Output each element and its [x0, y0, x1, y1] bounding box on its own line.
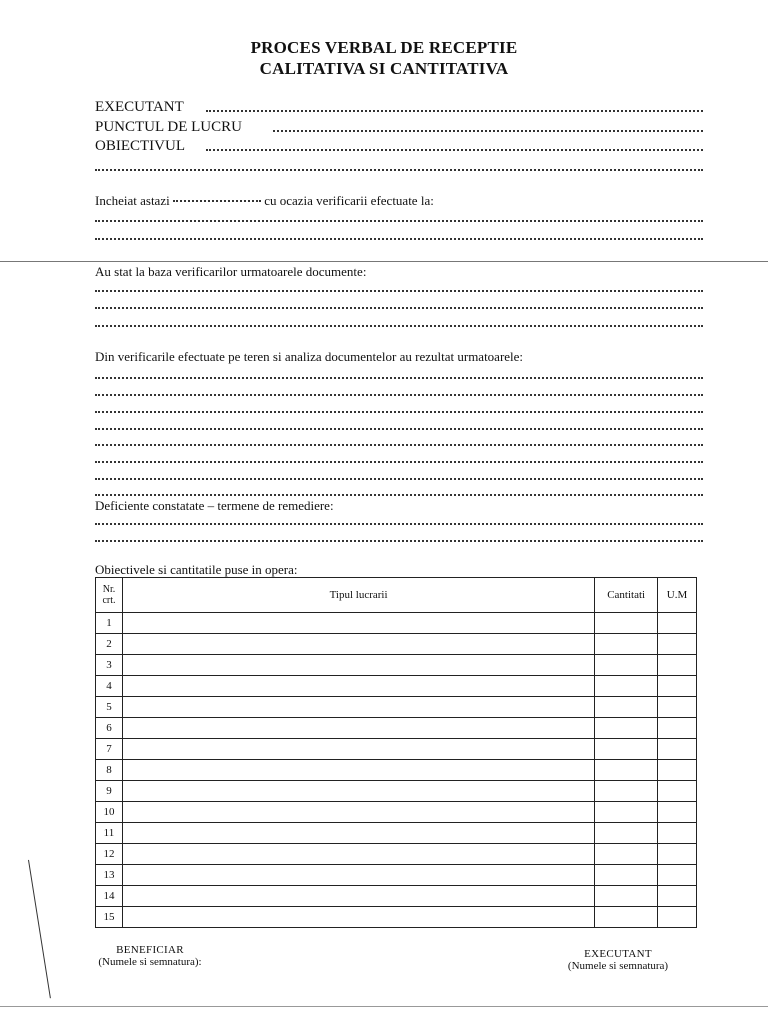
header-nr-crt: Nr. crt.: [96, 578, 123, 613]
rezultat-heading-text: Din verificarile efectuate pe teren si analiza documentelor au rezultat urmatoarele:: [95, 349, 524, 364]
executant-signature: [548, 948, 688, 972]
row-cantitati: [595, 823, 658, 844]
documente-heading-text: Au stat la baza verificarilor urmatoarele documente:: [95, 264, 367, 279]
row-tipul-lucrarii: [122, 634, 594, 655]
table-row: [96, 697, 697, 718]
row-um: [658, 886, 697, 907]
rezultat-dotted-line-3: [95, 411, 703, 413]
row-tipul-lucrarii: [122, 739, 594, 760]
documente-dotted-line-3: [95, 325, 703, 327]
row-cantitati: [595, 739, 658, 760]
obiectivul-label: OBIECTIVUL: [95, 138, 185, 154]
documente-dotted-line-2: [95, 307, 703, 309]
rezultat-heading: [95, 347, 703, 367]
row-tipul-lucrarii: [122, 697, 594, 718]
row-cantitati: [595, 844, 658, 865]
row-number: 7: [96, 739, 123, 760]
deficiente-dotted-line-2: [95, 540, 703, 542]
deficiente-dotted-line-1: [95, 523, 703, 525]
row-um: [658, 718, 697, 739]
table-header-row: [96, 578, 697, 613]
punctul-de-lucru-dotted-line: [273, 130, 703, 132]
row-number: 9: [96, 781, 123, 802]
row-tipul-lucrarii: [122, 844, 594, 865]
row-tipul-lucrarii: [122, 760, 594, 781]
row-tipul-lucrarii: [122, 718, 594, 739]
row-number: 1: [96, 613, 123, 634]
row-um: [658, 739, 697, 760]
obiectivul-dotted-line-2: [95, 169, 703, 171]
row-number: 5: [96, 697, 123, 718]
row-um: [658, 634, 697, 655]
row-um: [658, 823, 697, 844]
rezultat-dotted-line-1: [95, 377, 703, 379]
row-number: 11: [96, 823, 123, 844]
row-number: 4: [96, 676, 123, 697]
row-number: 3: [96, 655, 123, 676]
incheiat-dotted-line-2: [95, 238, 703, 240]
lucrari-table: [95, 577, 697, 928]
document-title-line2: CALITATIVA SI CANTITATIVA: [259, 59, 509, 78]
row-um: [658, 655, 697, 676]
incheiat-dotted-line-1: [95, 220, 703, 222]
header-um: U.M: [658, 578, 697, 613]
margin-pen-stroke: [28, 860, 51, 998]
row-cantitati: [595, 865, 658, 886]
table-row: [96, 739, 697, 760]
row-um: [658, 844, 697, 865]
incheiat-before-text: Incheiat astazi: [95, 193, 170, 208]
row-number: 13: [96, 865, 123, 886]
header-tipul-lucrarii: Tipul lucrarii: [122, 578, 594, 613]
row-um: [658, 781, 697, 802]
rezultat-dotted-line-2: [95, 394, 703, 396]
table-row: [96, 634, 697, 655]
row-number: 8: [96, 760, 123, 781]
table-row: [96, 907, 697, 928]
incheiat-line: [95, 191, 703, 211]
obiective-heading-text: Obiectivele si cantitatile puse in opera:: [95, 562, 298, 577]
document-title-line1: PROCES VERBAL DE RECEPTIE: [250, 38, 518, 57]
row-tipul-lucrarii: [122, 802, 594, 823]
row-um: [658, 613, 697, 634]
executant-signature-note: (Numele si semnatura): [567, 960, 669, 972]
documente-dotted-line-1: [95, 290, 703, 292]
table-row: [96, 718, 697, 739]
row-um: [658, 697, 697, 718]
punctul-de-lucru-field: [95, 117, 703, 137]
row-um: [658, 907, 697, 928]
table-row: [96, 781, 697, 802]
row-tipul-lucrarii: [122, 865, 594, 886]
table-row: [96, 823, 697, 844]
obiectivul-dotted-line: [206, 149, 703, 151]
row-number: 14: [96, 886, 123, 907]
row-tipul-lucrarii: [122, 613, 594, 634]
executant-field: [95, 97, 703, 117]
row-number: 15: [96, 907, 123, 928]
row-cantitati: [595, 907, 658, 928]
deficiente-heading: [95, 496, 703, 516]
row-tipul-lucrarii: [122, 907, 594, 928]
rezultat-dotted-line-7: [95, 478, 703, 480]
row-cantitati: [595, 886, 658, 907]
row-cantitati: [595, 697, 658, 718]
table-row: [96, 886, 697, 907]
rezultat-dotted-line-4: [95, 428, 703, 430]
rezultat-dotted-line-6: [95, 461, 703, 463]
row-tipul-lucrarii: [122, 886, 594, 907]
row-um: [658, 760, 697, 781]
row-cantitati: [595, 613, 658, 634]
bottom-rule: [0, 1006, 768, 1007]
row-number: 2: [96, 634, 123, 655]
row-cantitati: [595, 634, 658, 655]
punctul-de-lucru-label: PUNCTUL DE LUCRU: [95, 119, 242, 135]
row-cantitati: [595, 718, 658, 739]
deficiente-heading-text: Deficiente constatate – termene de remediere:: [95, 498, 334, 513]
row-um: [658, 865, 697, 886]
table-row: [96, 655, 697, 676]
table-row: [96, 844, 697, 865]
row-cantitati: [595, 802, 658, 823]
executant-dotted-line: [206, 110, 703, 112]
rezultat-dotted-line-5: [95, 444, 703, 446]
row-um: [658, 676, 697, 697]
row-tipul-lucrarii: [122, 655, 594, 676]
table-row: [96, 760, 697, 781]
executant-signature-label: EXECUTANT: [584, 948, 652, 960]
table-row: [96, 865, 697, 886]
incheiat-date-dotted: [173, 200, 261, 202]
row-number: 6: [96, 718, 123, 739]
incheiat-after-text: cu ocazia verificarii efectuate la:: [264, 193, 434, 208]
table-row: [96, 802, 697, 823]
beneficiar-note: (Numele si semnatura):: [98, 956, 202, 968]
beneficiar-label: BENEFICIAR: [116, 944, 184, 956]
obiectivul-field: [95, 136, 703, 156]
header-cantitati: Cantitati: [595, 578, 658, 613]
row-tipul-lucrarii: [122, 823, 594, 844]
row-cantitati: [595, 760, 658, 781]
row-cantitati: [595, 676, 658, 697]
executant-label: EXECUTANT: [95, 99, 184, 115]
table-row: [96, 676, 697, 697]
row-um: [658, 802, 697, 823]
row-cantitati: [595, 781, 658, 802]
row-cantitati: [595, 655, 658, 676]
row-number: 12: [96, 844, 123, 865]
documente-heading: [95, 262, 703, 282]
row-tipul-lucrarii: [122, 781, 594, 802]
row-number: 10: [96, 802, 123, 823]
table-row: [96, 613, 697, 634]
row-tipul-lucrarii: [122, 676, 594, 697]
beneficiar-signature: [80, 944, 220, 968]
